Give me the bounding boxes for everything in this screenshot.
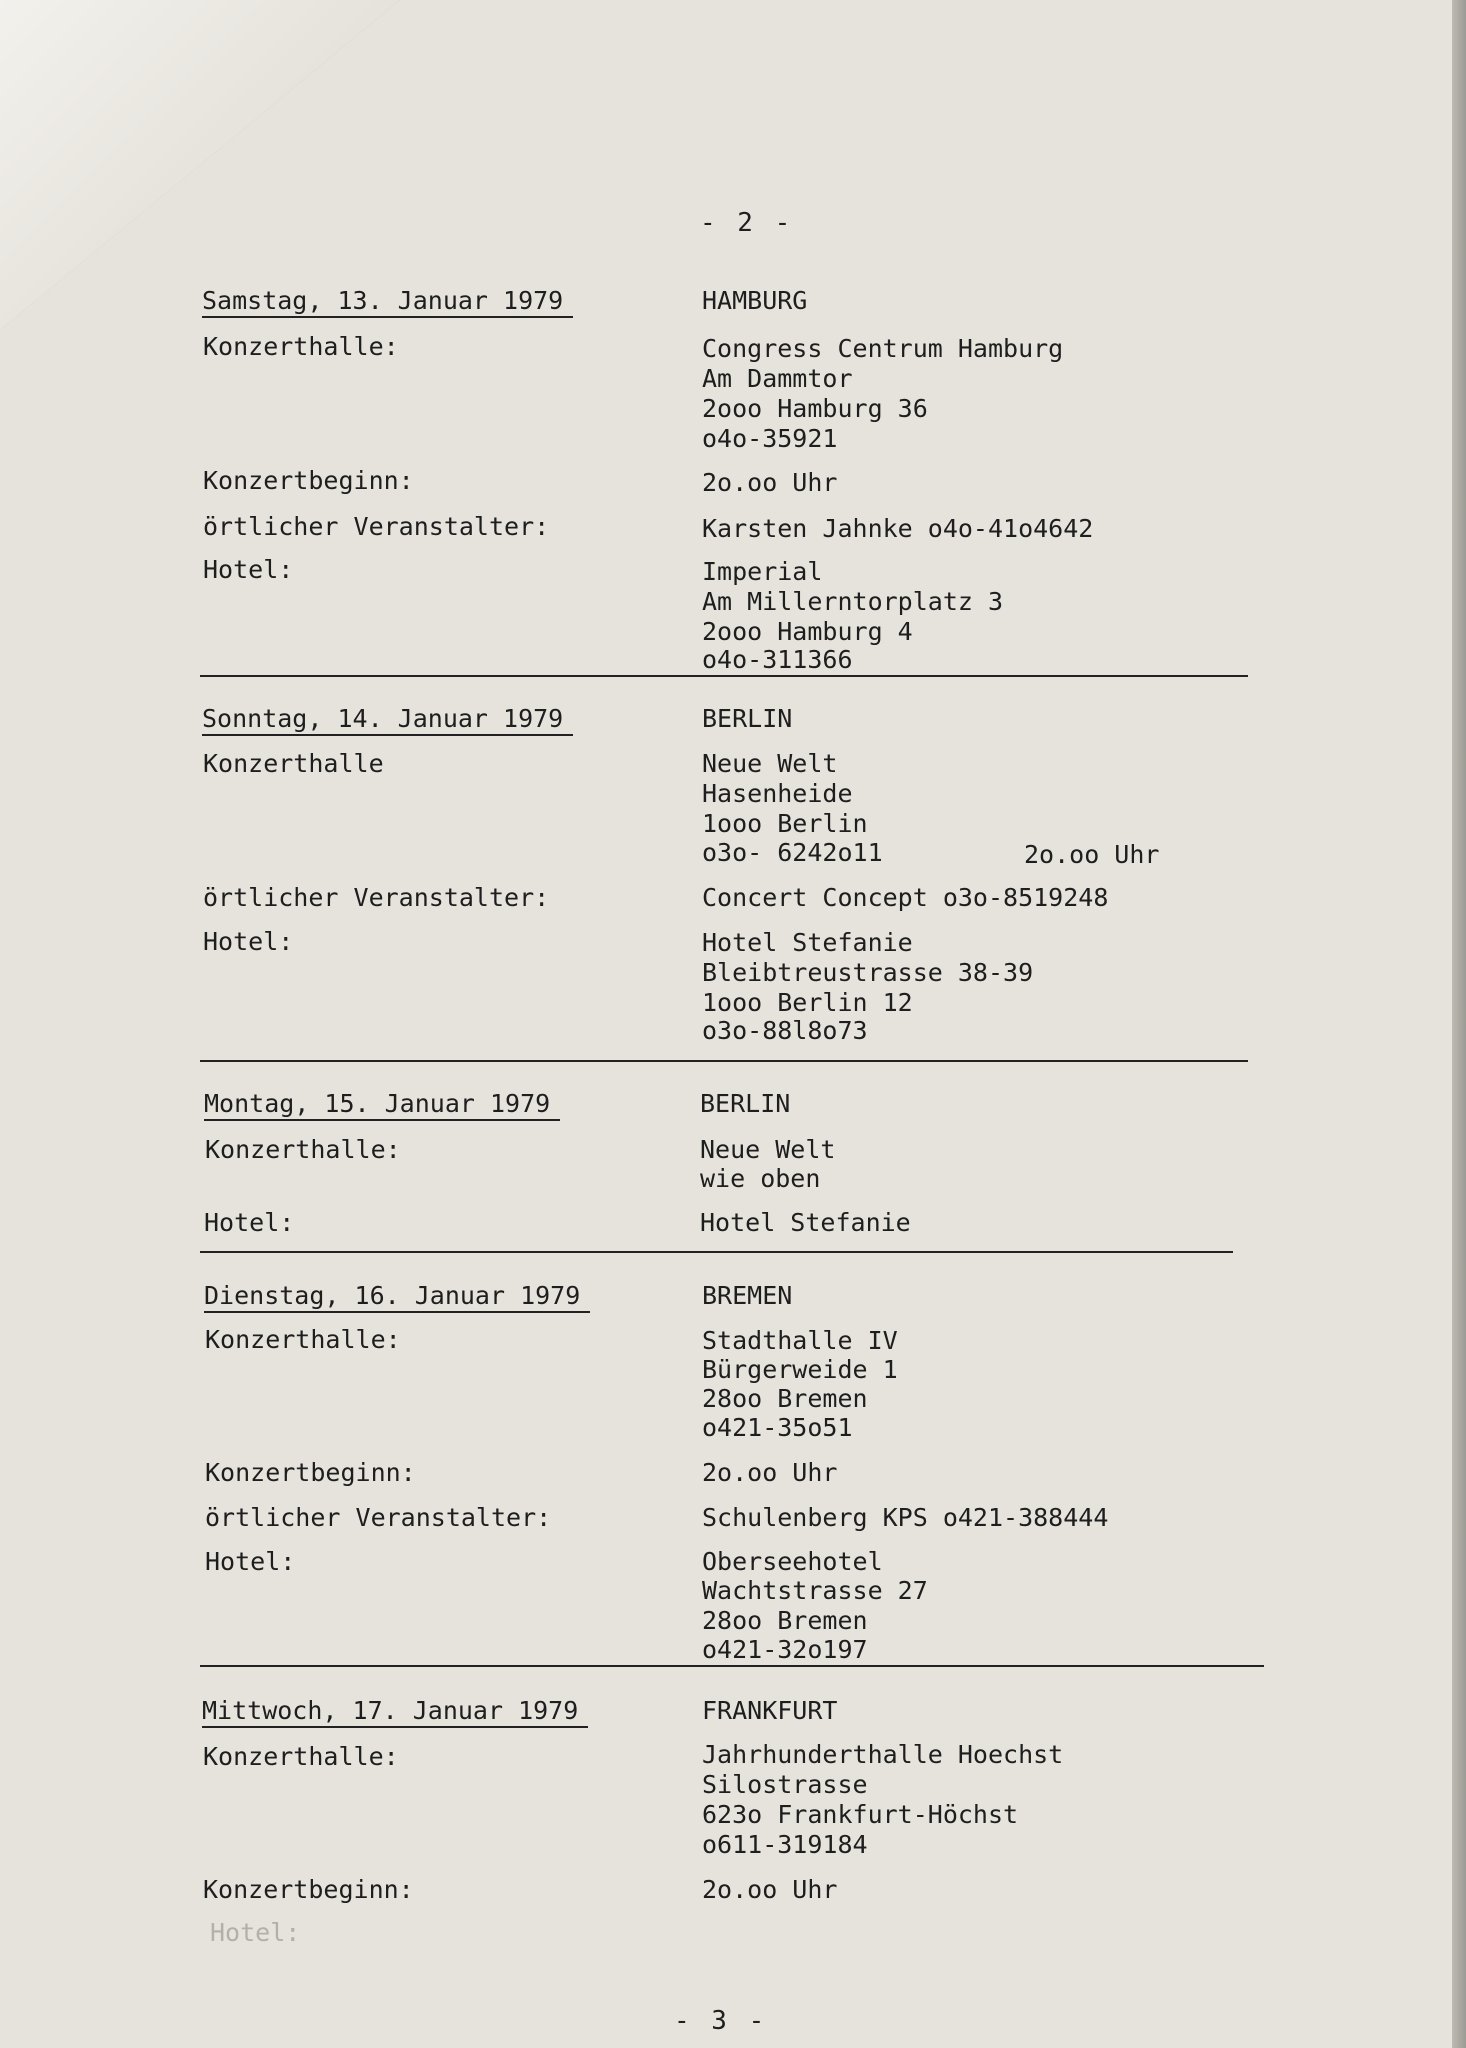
section-3-day: Montag, 15. Januar 1979 bbox=[204, 1089, 560, 1121]
section-5-day: Mittwoch, 17. Januar 1979 bbox=[202, 1696, 588, 1728]
section-1-promoter: Karsten Jahnke o4o-41o4642 bbox=[702, 514, 1094, 543]
faded-label: Hotel: bbox=[210, 1918, 301, 1947]
section-divider-1 bbox=[200, 675, 1248, 677]
section-2-hotel-line-3: 1ooo Berlin 12 bbox=[702, 988, 913, 1017]
section-3-label-hotel: Hotel: bbox=[204, 1208, 295, 1237]
section-2-label-promoter: örtlicher Veranstalter: bbox=[203, 883, 550, 912]
section-1-label-hotel: Hotel: bbox=[203, 555, 294, 584]
section-2-venue-line-2: Hasenheide bbox=[702, 779, 853, 808]
section-1-city: HAMBURG bbox=[702, 286, 808, 315]
section-divider-4 bbox=[200, 1665, 1264, 1667]
section-4-venue-line-3: 28oo Bremen bbox=[702, 1384, 868, 1413]
section-4-hotel-line-3: 28oo Bremen bbox=[702, 1606, 868, 1635]
section-1-venue-line-3: 2ooo Hamburg 36 bbox=[702, 394, 928, 423]
section-4-hotel-line-1: Oberseehotel bbox=[702, 1547, 883, 1576]
section-2-start-time: 2o.oo Uhr bbox=[1024, 840, 1160, 869]
section-1-hotel-line-1: Imperial bbox=[702, 557, 823, 586]
section-4-day: Dienstag, 16. Januar 1979 bbox=[204, 1281, 590, 1313]
page-number-bottom: - 3 - bbox=[674, 2006, 768, 2036]
section-1-venue-line-2: Am Dammtor bbox=[702, 364, 853, 393]
section-1-start-time: 2o.oo Uhr bbox=[702, 468, 838, 497]
section-5-start-time: 2o.oo Uhr bbox=[702, 1875, 838, 1904]
section-4-promoter: Schulenberg KPS o421-388444 bbox=[702, 1503, 1109, 1532]
section-4-label-start: Konzertbeginn: bbox=[205, 1458, 416, 1487]
section-1-label-start: Konzertbeginn: bbox=[203, 466, 414, 495]
section-4-label-hotel: Hotel: bbox=[205, 1547, 296, 1576]
section-5-city: FRANKFURT bbox=[702, 1696, 838, 1725]
section-5-venue-line-1: Jahrhunderthalle Hoechst bbox=[702, 1740, 1064, 1769]
section-3-venue-line-2: wie oben bbox=[700, 1164, 821, 1193]
section-4-venue-line-1: Stadthalle IV bbox=[702, 1326, 898, 1355]
section-5-label-start: Konzertbeginn: bbox=[203, 1875, 414, 1904]
section-divider-2 bbox=[200, 1060, 1248, 1062]
section-2-label-hotel: Hotel: bbox=[203, 927, 294, 956]
section-2-venue-line-3: 1ooo Berlin bbox=[702, 809, 868, 838]
section-1-hotel-line-4: o4o-311366 bbox=[702, 645, 853, 674]
section-2-hotel-line-4: o3o-88l8o73 bbox=[702, 1016, 868, 1045]
section-1-hotel-line-2: Am Millerntorplatz 3 bbox=[702, 587, 1004, 616]
section-5-label-venue: Konzerthalle: bbox=[203, 1742, 399, 1771]
section-4-label-venue: Konzerthalle: bbox=[205, 1325, 401, 1354]
section-3-hotel: Hotel Stefanie bbox=[700, 1208, 911, 1237]
section-3-city: BERLIN bbox=[700, 1089, 791, 1118]
section-1-venue-line-1: Congress Centrum Hamburg bbox=[702, 334, 1064, 363]
section-4-venue-line-4: o421-35o51 bbox=[702, 1413, 853, 1442]
section-3-venue-line-1: Neue Welt bbox=[700, 1135, 836, 1164]
section-1-hotel-line-3: 2ooo Hamburg 4 bbox=[702, 617, 913, 646]
section-4-start-time: 2o.oo Uhr bbox=[702, 1458, 838, 1487]
section-5-venue-line-4: o611-319184 bbox=[702, 1830, 868, 1859]
section-5-venue-line-2: Silostrasse bbox=[702, 1770, 868, 1799]
section-3-label-venue: Konzerthalle: bbox=[205, 1135, 401, 1164]
section-2-promoter: Concert Concept o3o-8519248 bbox=[702, 883, 1109, 912]
section-2-venue-line-4: o3o- 6242o11 bbox=[702, 838, 883, 867]
section-1-day: Samstag, 13. Januar 1979 bbox=[202, 286, 573, 318]
section-2-hotel-line-2: Bleibtreustrasse 38-39 bbox=[702, 958, 1034, 987]
section-4-city: BREMEN bbox=[702, 1281, 793, 1310]
section-4-label-promoter: örtlicher Veranstalter: bbox=[205, 1503, 552, 1532]
page-edge bbox=[1452, 0, 1466, 2048]
section-5-venue-line-3: 623o Frankfurt-Höchst bbox=[702, 1800, 1019, 1829]
section-4-venue-line-2: Bürgerweide 1 bbox=[702, 1355, 898, 1384]
section-2-venue-line-1: Neue Welt bbox=[702, 749, 838, 778]
section-2-label-venue: Konzerthalle bbox=[203, 749, 384, 778]
section-4-hotel-line-4: o421-32o197 bbox=[702, 1635, 868, 1664]
section-2-city: BERLIN bbox=[702, 704, 793, 733]
section-2-day: Sonntag, 14. Januar 1979 bbox=[202, 704, 573, 736]
section-1-venue-line-4: o4o-35921 bbox=[702, 424, 838, 453]
section-2-hotel-line-1: Hotel Stefanie bbox=[702, 928, 913, 957]
section-4-hotel-line-2: Wachtstrasse 27 bbox=[702, 1576, 928, 1605]
section-divider-3 bbox=[200, 1251, 1233, 1253]
section-1-label-venue: Konzerthalle: bbox=[203, 332, 399, 361]
section-1-label-promoter: örtlicher Veranstalter: bbox=[203, 512, 550, 541]
page-number-top: - 2 - bbox=[700, 208, 794, 238]
